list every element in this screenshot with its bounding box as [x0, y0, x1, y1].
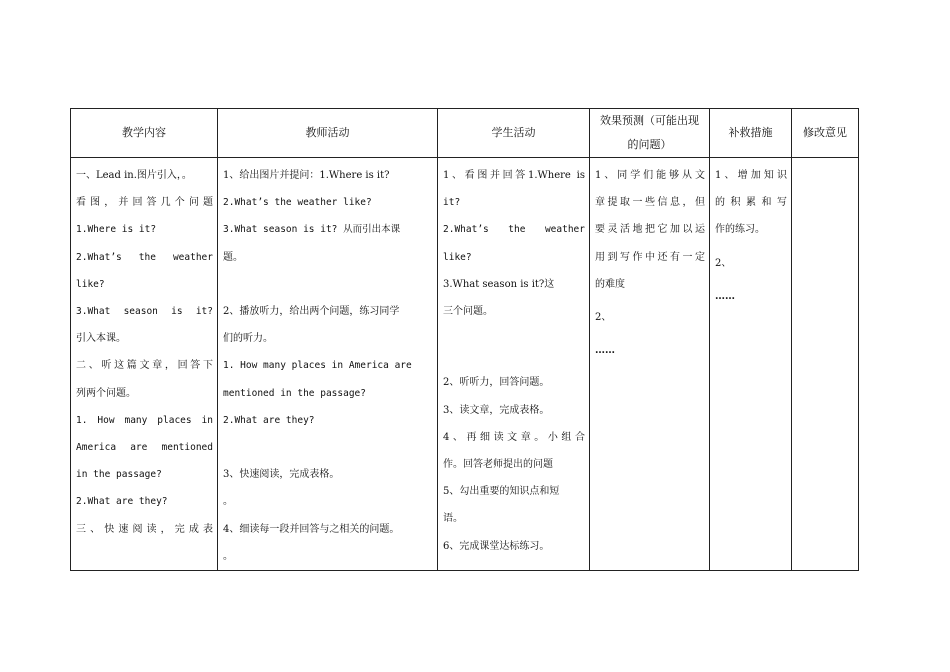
student-line: 2、听听力，回答问题。: [443, 377, 550, 389]
content-line: 1. How many places in: [76, 414, 213, 426]
remedy-line: 1、增加知识: [715, 170, 787, 181]
lesson-plan-table: [70, 108, 859, 571]
body-row: [71, 158, 859, 571]
student-line: 4、再细读文章。小组合: [443, 431, 585, 443]
student-line: 3、读文章，完成表格。: [443, 404, 550, 416]
content-line: like?: [76, 278, 105, 290]
content-line: 一、Lead in.图片引入，。: [76, 170, 192, 181]
content-line: 三、快速阅读，完成表: [76, 523, 213, 535]
content-cell: [71, 158, 218, 571]
teacher-line: 。: [223, 496, 233, 508]
revision-cell: [792, 158, 859, 571]
teacher-line: 1. How many places in America are: [223, 360, 412, 372]
prediction-line: 用到写作中还有一定: [595, 251, 705, 263]
header-row: [71, 109, 859, 158]
teacher-line: 1、给出图片并提问：1.Where is it?: [223, 170, 390, 181]
teacher-line: 3、快速阅读，完成表格。: [223, 469, 340, 481]
student-line: 三个问题。: [443, 306, 493, 318]
teacher-line: mentioned in the passage?: [223, 387, 366, 399]
content-line: 看图，并回答几个问题: [76, 197, 213, 209]
student-line: like?: [443, 251, 472, 263]
content-line: 二、听这篇文章，回答下: [76, 360, 213, 372]
student-line: 1、看图并回答1.Where is: [443, 170, 585, 181]
remedy-line: 作的练习。: [715, 224, 765, 236]
student-line: it?: [443, 197, 461, 209]
content-line: 2.What are they?: [76, 496, 168, 508]
prediction-line: 要灵活地把它加以运: [595, 224, 705, 236]
teacher-line: 题。: [223, 251, 243, 263]
teacher-line: 3.What season is it? 从而引出本课: [223, 224, 401, 236]
prediction-line: ……: [595, 345, 615, 357]
remedy-line: 的积累和写: [715, 197, 787, 209]
content-line: 引入本课。: [76, 333, 126, 345]
content-line: in the passage?: [76, 469, 162, 481]
content-line: America are mentioned: [76, 442, 213, 454]
prediction-line: 的难度: [595, 278, 625, 290]
content-line: 1.Where is it?: [76, 224, 157, 236]
student-line: 2.What’s the weather: [443, 224, 585, 236]
teacher-activity-cell: [218, 158, 438, 571]
student-activity-cell: [438, 158, 590, 571]
teacher-line: 2.What are they?: [223, 414, 315, 426]
teacher-line: 2、播放听力，给出两个问题，练习同学: [223, 306, 400, 317]
student-line: 语。: [443, 513, 463, 525]
prediction-line: 2、: [595, 312, 612, 324]
prediction-line: 章提取一些信息，但: [595, 197, 705, 209]
remedy-line: 2、: [715, 257, 732, 269]
prediction-line: 1、同学们能够从文: [595, 170, 705, 181]
header-student-activity: 学生活动: [438, 109, 590, 158]
student-line: 作。回答老师提出的问题: [443, 459, 553, 471]
student-line: 5、勾出重要的知识点和短: [443, 486, 560, 498]
header-content: 教学内容: [71, 109, 218, 158]
header-remedy: 补救措施: [710, 109, 792, 158]
teacher-line: 。: [223, 550, 233, 562]
teacher-line: 们的听力。: [223, 333, 273, 345]
content-line: 列两个问题。: [76, 387, 136, 399]
teacher-line: 2.What’s the weather like?: [223, 197, 372, 209]
header-teacher-activity: 教师活动: [218, 109, 438, 158]
header-revision: 修改意见: [792, 109, 859, 158]
header-effect-prediction: 效果预测（可能出现的问题）: [590, 109, 710, 158]
effect-prediction-cell: [590, 158, 710, 571]
teacher-line: 4、细读每一段并回答与之相关的问题。: [223, 523, 400, 535]
remedy-cell: [710, 158, 792, 571]
student-line: 3.What season is it?这: [443, 278, 555, 290]
content-line: 3.What season is it?: [76, 306, 213, 318]
remedy-line: ……: [715, 290, 735, 302]
student-line: 6、完成课堂达标练习。: [443, 540, 550, 552]
content-line: 2.What’s the weather: [76, 251, 213, 263]
